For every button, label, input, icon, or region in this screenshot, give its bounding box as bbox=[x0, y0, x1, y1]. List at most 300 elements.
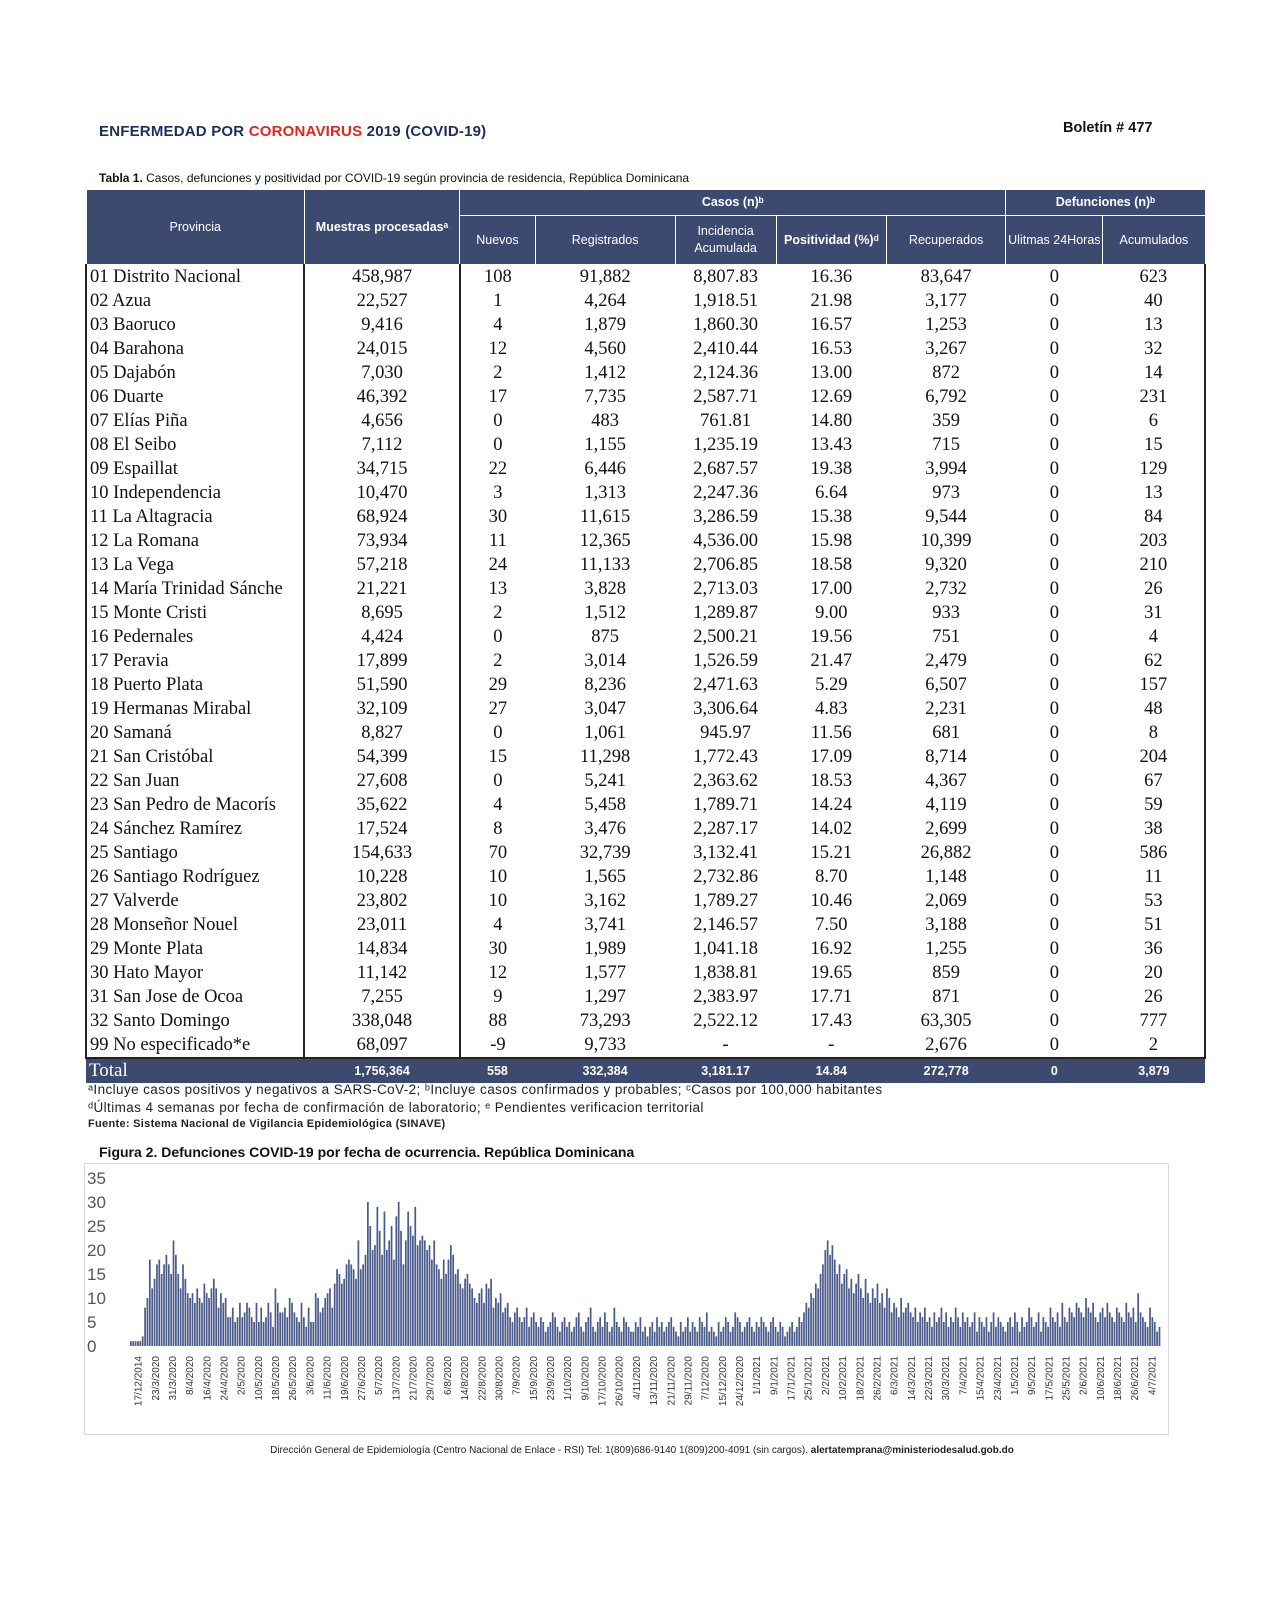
document-title bbox=[99, 123, 486, 140]
cell-nuevos: 10 bbox=[488, 867, 508, 887]
bulletin-number: Boletín # 477 bbox=[1063, 120, 1153, 136]
cell-provincia: 21 San Cristóbal bbox=[86, 745, 304, 769]
chart-bar bbox=[158, 1260, 160, 1346]
cell-muestras: 10,470 bbox=[304, 481, 459, 505]
chart-bar bbox=[1028, 1308, 1030, 1346]
cell-incidencia: 1,289.87 bbox=[693, 603, 758, 623]
cell-muestras: 17,524 bbox=[304, 817, 459, 841]
chart-bar bbox=[891, 1312, 893, 1346]
chart-bar bbox=[1035, 1322, 1037, 1346]
chart-bar bbox=[358, 1240, 360, 1346]
cell-registrados: 3,162 bbox=[584, 891, 626, 911]
footnote-source: Fuente: Sistema Nacional de Vigilancia Epidemiológica (SINAVE) bbox=[88, 1118, 446, 1130]
x-tick-label: 2/6/2021 bbox=[1078, 1356, 1090, 1395]
cell-nuevos: 9 bbox=[493, 987, 503, 1007]
chart-bar bbox=[533, 1312, 535, 1346]
cell-incidencia: 2,732.86 bbox=[693, 867, 758, 887]
cell-provincia: 12 La Romana bbox=[86, 529, 304, 553]
chart-bar bbox=[201, 1303, 203, 1346]
chart-bar bbox=[339, 1274, 341, 1346]
cell-recuperados: 681 bbox=[932, 723, 960, 743]
cell-positividad: 15.38 bbox=[810, 507, 853, 527]
chart-bar bbox=[971, 1322, 973, 1346]
chart-bar bbox=[832, 1245, 834, 1346]
chart-bar bbox=[535, 1322, 537, 1346]
cell-ultimas: 0 bbox=[1049, 747, 1059, 767]
chart-bar bbox=[915, 1308, 917, 1346]
cell-positividad: 8.70 bbox=[815, 867, 848, 887]
cell-registrados: 5,241 bbox=[584, 771, 626, 791]
chart-bar bbox=[1038, 1312, 1040, 1346]
cell-registrados: 91,882 bbox=[579, 267, 631, 287]
cell-positividad: 17.09 bbox=[810, 747, 853, 767]
cell-provincia: 30 Hato Mayor bbox=[86, 961, 304, 985]
chart-bar bbox=[696, 1332, 698, 1346]
chart-bar bbox=[308, 1308, 310, 1346]
chart-bar bbox=[284, 1308, 286, 1346]
y-tick-label: 35 bbox=[87, 1169, 106, 1188]
chart-bar bbox=[495, 1298, 497, 1346]
x-tick-label: 10/2/2021 bbox=[838, 1356, 850, 1401]
chart-bar bbox=[976, 1332, 978, 1346]
chart-bar bbox=[1137, 1293, 1139, 1346]
cell-incidencia: 2,500.21 bbox=[693, 627, 758, 647]
chart-bar bbox=[1033, 1327, 1035, 1346]
cell-ultimas: 0 bbox=[1049, 651, 1059, 671]
x-tick-label: 24/4/2020 bbox=[219, 1356, 231, 1401]
col-header-recuperados: Recuperados bbox=[886, 216, 1005, 265]
chart-bar bbox=[839, 1264, 841, 1346]
cell-provincia: 08 El Seibo bbox=[86, 433, 304, 457]
cell-incidencia: 2,587.71 bbox=[693, 387, 758, 407]
table-row bbox=[86, 361, 1205, 385]
chart-bar bbox=[303, 1317, 305, 1346]
cell-incidencia: 8,807.83 bbox=[693, 267, 758, 287]
chart-bar bbox=[486, 1284, 488, 1346]
title-coronavirus: CORONAVIRUS bbox=[248, 123, 363, 140]
cell-acumulados: 15 bbox=[1103, 433, 1205, 457]
chart-bar bbox=[310, 1322, 312, 1346]
chart-bar bbox=[753, 1332, 755, 1346]
cell-nuevos: 4 bbox=[493, 795, 503, 815]
chart-bar bbox=[405, 1240, 407, 1346]
cell-ultimas: 0 bbox=[1049, 483, 1059, 503]
cell-muestras: 23,802 bbox=[304, 889, 459, 913]
chart-bar bbox=[585, 1322, 587, 1346]
col-header-incidencia: Incidencia Acumulada bbox=[675, 216, 776, 265]
cell-muestras: 4,424 bbox=[304, 625, 459, 649]
cell-acumulados: 84 bbox=[1103, 505, 1205, 529]
chart-bar bbox=[476, 1303, 478, 1346]
cell-recuperados: 9,320 bbox=[925, 555, 967, 575]
x-tick-label: 18/2/2021 bbox=[855, 1356, 867, 1401]
chart-bar bbox=[1040, 1332, 1042, 1346]
chart-bar bbox=[566, 1327, 568, 1346]
chart-bar bbox=[770, 1322, 772, 1346]
chart-bar bbox=[924, 1308, 926, 1346]
cell-incidencia: 1,041.18 bbox=[693, 939, 758, 959]
cell-acumulados: 6 bbox=[1103, 409, 1205, 433]
footer-contact: Dirección General de Epidemiología (Centro Nacional de Enlace - RSI) Tel: 1(809)686-9140 1(809)200-4091 (sin cargos). bbox=[270, 1445, 811, 1456]
chart-bar bbox=[440, 1279, 442, 1346]
chart-bar bbox=[623, 1317, 625, 1346]
chart-bar bbox=[616, 1322, 618, 1346]
chart-bar bbox=[147, 1298, 149, 1346]
chart-bar bbox=[955, 1308, 957, 1346]
chart-bar bbox=[289, 1298, 291, 1346]
cell-acumulados: 4 bbox=[1103, 625, 1205, 649]
deaths-chart-svg bbox=[85, 1164, 1168, 1434]
cell-recuperados: 26,882 bbox=[920, 843, 972, 863]
cell-nuevos: 12 bbox=[488, 339, 508, 359]
chart-bar bbox=[353, 1269, 355, 1346]
cell-muestras: 68,097 bbox=[304, 1033, 459, 1058]
chart-bar bbox=[941, 1308, 943, 1346]
cell-positividad: 19.38 bbox=[810, 459, 853, 479]
chart-bar bbox=[587, 1317, 589, 1346]
chart-bar bbox=[471, 1288, 473, 1346]
cell-nuevos: 0 bbox=[493, 411, 503, 431]
chart-bar bbox=[573, 1327, 575, 1346]
chart-bar bbox=[881, 1293, 883, 1346]
chart-bar bbox=[948, 1327, 950, 1346]
chart-bar bbox=[986, 1317, 988, 1346]
cell-muestras: 8,695 bbox=[304, 601, 459, 625]
cell-recuperados: 2,699 bbox=[925, 819, 967, 839]
cell-ultimas: 0 bbox=[1049, 363, 1059, 383]
cell-recuperados: 872 bbox=[932, 363, 960, 383]
chart-bar bbox=[922, 1317, 924, 1346]
table-row bbox=[86, 649, 1205, 673]
chart-bar bbox=[452, 1255, 454, 1346]
chart-bar bbox=[249, 1308, 251, 1346]
table-row bbox=[86, 313, 1205, 337]
cell-ultimas: 0 bbox=[1049, 339, 1059, 359]
chart-bar bbox=[450, 1245, 452, 1346]
chart-bar bbox=[694, 1327, 696, 1346]
chart-bar bbox=[727, 1322, 729, 1346]
y-tick-label: 0 bbox=[87, 1337, 97, 1356]
chart-bar bbox=[230, 1317, 232, 1346]
chart-bar bbox=[865, 1279, 867, 1346]
chart-bar bbox=[1078, 1308, 1080, 1346]
cell-provincia: 22 San Juan bbox=[86, 769, 304, 793]
chart-bar bbox=[632, 1332, 634, 1346]
x-tick-label: 17/5/2021 bbox=[1044, 1356, 1056, 1401]
cell-positividad: 13.00 bbox=[810, 363, 853, 383]
cell-registrados: 1,313 bbox=[584, 483, 626, 503]
chart-bar bbox=[810, 1293, 812, 1346]
cell-nuevos: 0 bbox=[493, 435, 503, 455]
chart-bar bbox=[741, 1332, 743, 1346]
chart-bar bbox=[969, 1327, 971, 1346]
chart-bar bbox=[734, 1312, 736, 1346]
cell-incidencia: 1,235.19 bbox=[693, 435, 758, 455]
chart-bar bbox=[974, 1312, 976, 1346]
cell-acumulados: 231 bbox=[1103, 385, 1205, 409]
table-caption-label: Tabla 1. bbox=[99, 171, 143, 185]
chart-bar bbox=[222, 1303, 224, 1346]
cell-registrados: 11,133 bbox=[580, 555, 631, 575]
chart-bar bbox=[410, 1226, 412, 1346]
chart-bar bbox=[687, 1317, 689, 1346]
cell-provincia: 07 Elías Piña bbox=[86, 409, 304, 433]
chart-bar bbox=[220, 1293, 222, 1346]
chart-bar bbox=[1052, 1317, 1054, 1346]
chart-bar bbox=[957, 1317, 959, 1346]
cell-positividad: 17.71 bbox=[810, 987, 853, 1007]
cell-nuevos: 0 bbox=[493, 771, 503, 791]
chart-bar bbox=[1111, 1317, 1113, 1346]
group-header-casos: Casos (n)ᵇ bbox=[460, 190, 1006, 216]
cell-positividad: 7.50 bbox=[815, 915, 848, 935]
chart-bar bbox=[1064, 1317, 1066, 1346]
chart-bar bbox=[561, 1322, 563, 1346]
chart-bar bbox=[324, 1298, 326, 1346]
cell-registrados: 1,565 bbox=[584, 867, 626, 887]
chart-bar bbox=[559, 1332, 561, 1346]
chart-bar bbox=[720, 1332, 722, 1346]
chart-bar bbox=[708, 1332, 710, 1346]
cell-provincia: 26 Santiago Rodríguez bbox=[86, 865, 304, 889]
chart-bar bbox=[886, 1288, 888, 1346]
cell-incidencia: 2,713.03 bbox=[693, 579, 758, 599]
chart-bar bbox=[649, 1327, 651, 1346]
cell-incidencia: 2,706.85 bbox=[693, 555, 758, 575]
cell-incidencia: 2,410.44 bbox=[693, 339, 758, 359]
chart-bar bbox=[213, 1279, 215, 1346]
y-tick-label: 20 bbox=[87, 1241, 106, 1260]
chart-bar bbox=[417, 1245, 419, 1346]
cell-provincia: 27 Valverde bbox=[86, 889, 304, 913]
chart-bar bbox=[372, 1250, 374, 1346]
chart-bar bbox=[369, 1226, 371, 1346]
cell-positividad: - bbox=[776, 1033, 886, 1058]
x-tick-label: 10/6/2021 bbox=[1095, 1356, 1107, 1401]
chart-bar bbox=[429, 1245, 431, 1346]
chart-bar bbox=[177, 1274, 179, 1346]
cell-acumulados: 586 bbox=[1103, 841, 1205, 865]
chart-bar bbox=[803, 1312, 805, 1346]
table-row bbox=[86, 961, 1205, 985]
y-tick-label: 5 bbox=[87, 1313, 97, 1332]
chart-bar bbox=[203, 1284, 205, 1346]
cell-recuperados: 2,231 bbox=[925, 699, 967, 719]
chart-bar bbox=[137, 1341, 139, 1346]
cell-provincia: 03 Baoruco bbox=[86, 313, 304, 337]
group-header-defunciones: Defunciones (n)ᵇ bbox=[1006, 190, 1205, 216]
chart-bar bbox=[1000, 1322, 1002, 1346]
chart-bar bbox=[841, 1284, 843, 1346]
chart-bar bbox=[583, 1332, 585, 1346]
x-tick-label: 9/5/2021 bbox=[1027, 1356, 1039, 1395]
chart-bar bbox=[260, 1308, 262, 1346]
chart-bar bbox=[296, 1317, 298, 1346]
x-tick-label: 17/1/2021 bbox=[786, 1356, 798, 1401]
chart-bar bbox=[644, 1327, 646, 1346]
cell-positividad: 18.58 bbox=[810, 555, 853, 575]
chart-bar bbox=[718, 1322, 720, 1346]
chart-bar bbox=[1071, 1312, 1073, 1346]
chart-bar bbox=[412, 1236, 414, 1346]
x-tick-label: 5/7/2020 bbox=[374, 1356, 386, 1395]
chart-bar bbox=[256, 1303, 258, 1346]
cell-incidencia: 2,383.97 bbox=[693, 987, 758, 1007]
x-tick-label: 19/6/2020 bbox=[339, 1356, 351, 1401]
chart-bar bbox=[464, 1279, 466, 1346]
chart-bar bbox=[1156, 1332, 1158, 1346]
cell-provincia: 23 San Pedro de Macorís bbox=[86, 793, 304, 817]
chart-bar bbox=[469, 1284, 471, 1346]
chart-bar bbox=[760, 1317, 762, 1346]
chart-bar bbox=[912, 1317, 914, 1346]
cell-recuperados: 751 bbox=[932, 627, 960, 647]
cell-ultimas: 0 bbox=[1049, 291, 1059, 311]
cell-ultimas: 0 bbox=[1049, 603, 1059, 623]
cell-positividad: 15.98 bbox=[810, 531, 853, 551]
cell-positividad: 10.46 bbox=[810, 891, 853, 911]
chart-bar bbox=[919, 1312, 921, 1346]
chart-bar bbox=[732, 1327, 734, 1346]
cell-registrados: 1,879 bbox=[584, 315, 626, 335]
chart-bar bbox=[258, 1322, 260, 1346]
chart-bar bbox=[746, 1322, 748, 1346]
cell-ultimas: 0 bbox=[1049, 387, 1059, 407]
cell-provincia: 04 Barahona bbox=[86, 337, 304, 361]
cell-nuevos: 11 bbox=[489, 531, 507, 551]
cell-incidencia: 945.97 bbox=[700, 723, 752, 743]
chart-bar bbox=[251, 1317, 253, 1346]
total-provincia: Total bbox=[86, 1058, 304, 1083]
cell-incidencia: 3,132.41 bbox=[693, 843, 758, 863]
chart-bar bbox=[474, 1298, 476, 1346]
cell-recuperados: 3,994 bbox=[925, 459, 967, 479]
chart-bar bbox=[1149, 1308, 1151, 1346]
cell-muestras: 7,112 bbox=[304, 433, 459, 457]
total-ultimas: 0 bbox=[1006, 1058, 1103, 1083]
cell-acumulados: 62 bbox=[1103, 649, 1205, 673]
cell-positividad: 17.43 bbox=[810, 1011, 853, 1031]
chart-bar bbox=[1080, 1312, 1082, 1346]
chart-bar bbox=[713, 1332, 715, 1346]
cell-acumulados: 2 bbox=[1103, 1033, 1205, 1058]
chart-bar bbox=[376, 1207, 378, 1346]
chart-bar bbox=[367, 1202, 369, 1346]
chart-bar bbox=[673, 1327, 675, 1346]
table-row bbox=[86, 1009, 1205, 1033]
cell-incidencia: 2,287.17 bbox=[693, 819, 758, 839]
chart-bar bbox=[241, 1317, 243, 1346]
chart-bar bbox=[846, 1269, 848, 1346]
chart-bar bbox=[490, 1279, 492, 1346]
cell-ultimas: 0 bbox=[1049, 723, 1059, 743]
cell-registrados: 6,446 bbox=[584, 459, 626, 479]
chart-bar bbox=[964, 1322, 966, 1346]
chart-bar bbox=[163, 1264, 165, 1346]
chart-bar bbox=[813, 1298, 815, 1346]
chart-bar bbox=[651, 1322, 653, 1346]
cell-incidencia: - bbox=[675, 1033, 776, 1058]
chart-bar bbox=[787, 1332, 789, 1346]
chart-bar bbox=[481, 1288, 483, 1346]
cell-ultimas: 0 bbox=[1049, 843, 1059, 863]
chart-bar bbox=[1050, 1308, 1052, 1346]
x-tick-label: 29/11/2020 bbox=[683, 1356, 695, 1406]
chart-bar bbox=[706, 1312, 708, 1346]
cell-muestras: 338,048 bbox=[304, 1009, 459, 1033]
chart-bar bbox=[1118, 1312, 1120, 1346]
cell-positividad: 19.65 bbox=[810, 963, 853, 983]
chart-bar bbox=[1152, 1317, 1154, 1346]
chart-bar bbox=[772, 1317, 774, 1346]
chart-bar bbox=[685, 1327, 687, 1346]
cell-registrados: 9,733 bbox=[535, 1033, 675, 1058]
cell-registrados: 483 bbox=[591, 411, 619, 431]
chart-bar bbox=[173, 1240, 175, 1346]
cell-acumulados: 59 bbox=[1103, 793, 1205, 817]
title-part1: ENFERMEDAD POR bbox=[99, 123, 249, 140]
chart-bar bbox=[682, 1332, 684, 1346]
cell-incidencia: 2,522.12 bbox=[693, 1011, 758, 1031]
cell-incidencia: 1,772.43 bbox=[693, 747, 758, 767]
total-nuevos: 558 bbox=[460, 1058, 536, 1083]
chart-bar bbox=[699, 1317, 701, 1346]
cell-muestras: 7,030 bbox=[304, 361, 459, 385]
cell-incidencia: 2,363.62 bbox=[693, 771, 758, 791]
chart-bar bbox=[488, 1288, 490, 1346]
chart-bar bbox=[346, 1264, 348, 1346]
cell-incidencia: 1,789.27 bbox=[693, 891, 758, 911]
cell-ultimas: 0 bbox=[1049, 819, 1059, 839]
table-row bbox=[86, 913, 1205, 937]
cell-acumulados: 129 bbox=[1103, 457, 1205, 481]
chart-bar bbox=[938, 1317, 940, 1346]
table-row bbox=[86, 481, 1205, 505]
x-tick-label: 11/6/2020 bbox=[322, 1356, 334, 1400]
chart-bar bbox=[744, 1327, 746, 1346]
table-row bbox=[86, 457, 1205, 481]
cell-provincia: 16 Pedernales bbox=[86, 625, 304, 649]
chart-bar bbox=[275, 1288, 277, 1346]
cell-nuevos: 4 bbox=[493, 915, 503, 935]
chart-bar bbox=[170, 1274, 172, 1346]
table-row bbox=[86, 937, 1205, 961]
cell-provincia: 32 Santo Domingo bbox=[86, 1009, 304, 1033]
chart-bar bbox=[967, 1317, 969, 1346]
chart-bar bbox=[512, 1322, 514, 1346]
cell-muestras: 68,924 bbox=[304, 505, 459, 529]
chart-bar bbox=[777, 1332, 779, 1346]
cell-muestras: 9,416 bbox=[304, 313, 459, 337]
cell-acumulados: 36 bbox=[1103, 937, 1205, 961]
chart-bar bbox=[931, 1327, 933, 1346]
chart-bar bbox=[343, 1279, 345, 1346]
chart-bar bbox=[1116, 1308, 1118, 1346]
chart-bar bbox=[1123, 1322, 1125, 1346]
cell-nuevos: 88 bbox=[488, 1011, 508, 1031]
chart-bar bbox=[801, 1322, 803, 1346]
cell-recuperados: 2,479 bbox=[925, 651, 967, 671]
table-row bbox=[86, 433, 1205, 457]
cell-ultimas: 0 bbox=[1049, 531, 1059, 551]
cell-acumulados: 31 bbox=[1103, 601, 1205, 625]
chart-bar bbox=[829, 1255, 831, 1346]
chart-bar bbox=[166, 1255, 168, 1346]
chart-bar bbox=[618, 1327, 620, 1346]
cell-recuperados: 973 bbox=[932, 483, 960, 503]
chart-bar bbox=[815, 1284, 817, 1346]
chart-bar bbox=[459, 1284, 461, 1346]
